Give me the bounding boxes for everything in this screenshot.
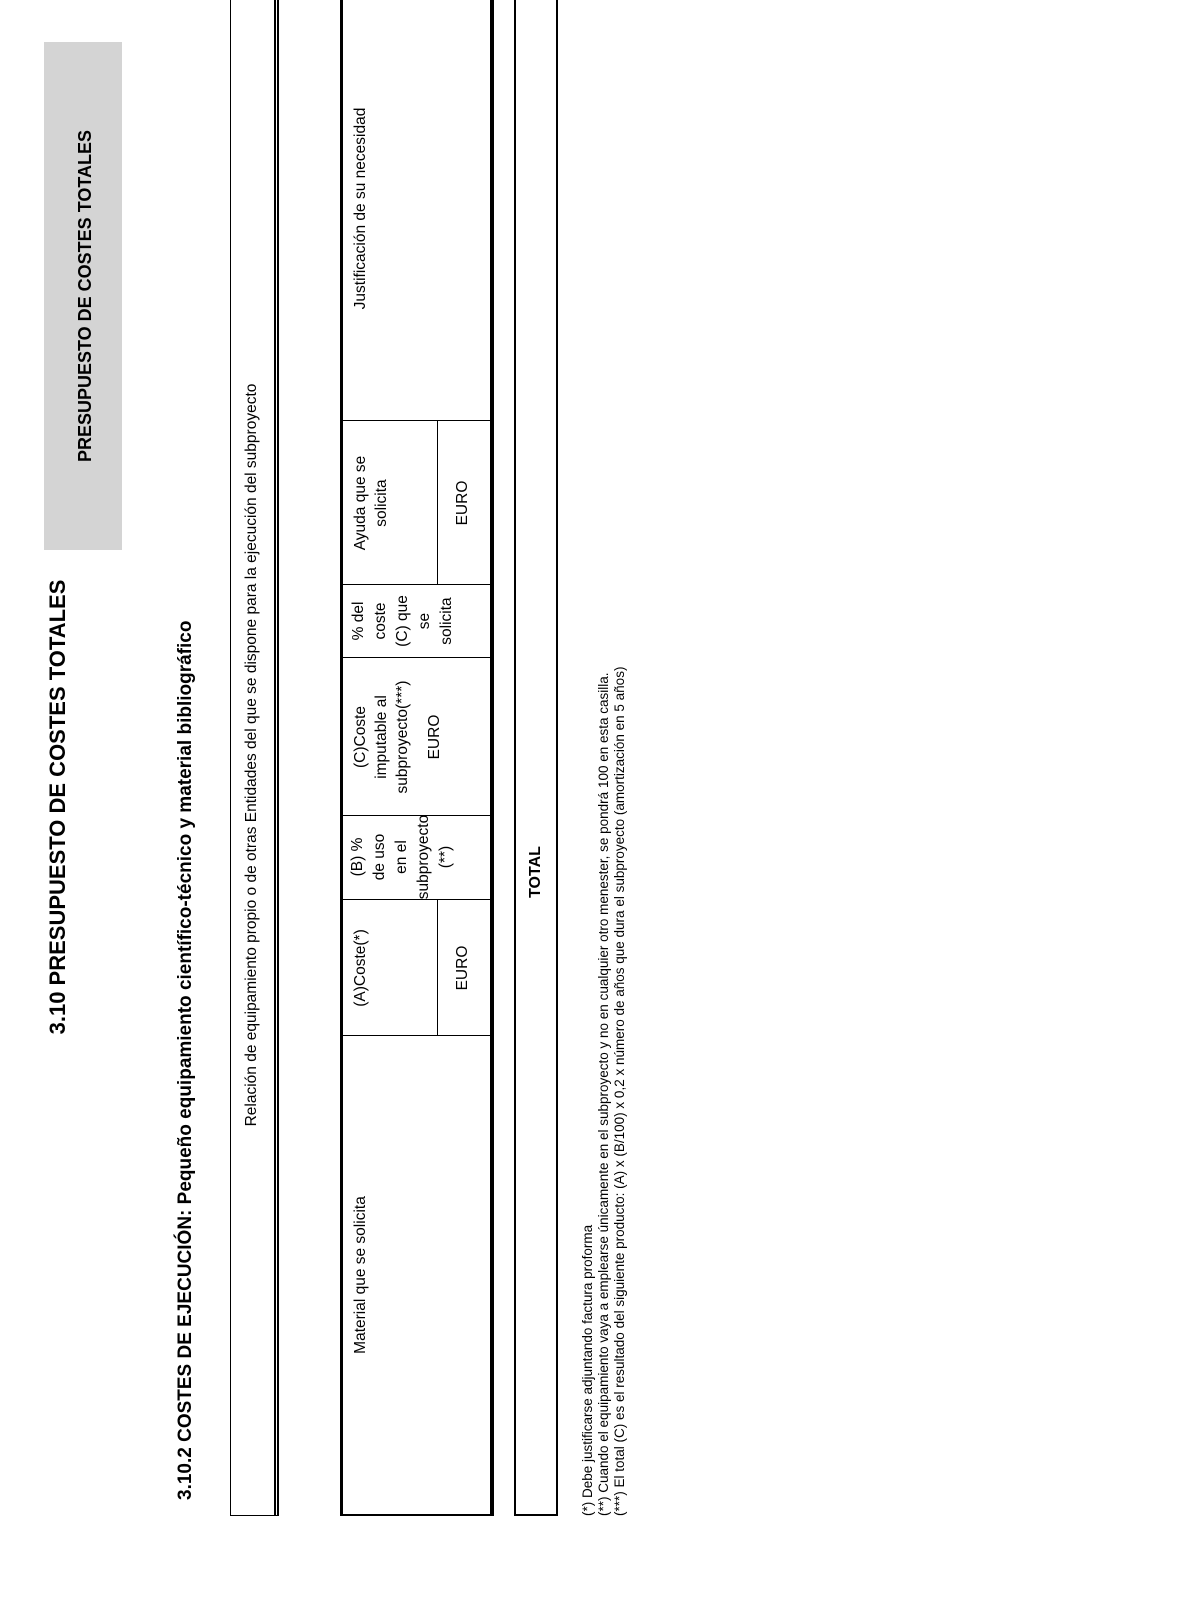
relation-box-rule-inner bbox=[278, 0, 279, 1516]
header-box-title: PRESUPUESTO DE COSTES TOTALES bbox=[75, 129, 95, 463]
header-coste-a: (A)Coste(*) bbox=[352, 929, 369, 1007]
header-coste-c-line: subproyecto(***) bbox=[394, 680, 411, 794]
header-uso-b-line: (**) bbox=[437, 845, 454, 869]
footnote: (*) Debe justificarse adjuntando factura proforma bbox=[580, 1224, 595, 1516]
total-label: TOTAL bbox=[527, 846, 544, 898]
header-pct-line: % del bbox=[350, 601, 367, 641]
header-pct-line: solicita bbox=[438, 597, 455, 645]
total-box bbox=[514, 0, 558, 1516]
header-pct-line: coste bbox=[372, 602, 389, 640]
header-justificacion: Justificación de su necesidad bbox=[352, 107, 369, 310]
table-divider-pct bbox=[341, 657, 491, 658]
relation-text: Relación de equipamiento propio o de otras Entidades del que se dispone para la ejecución del subproyecto bbox=[243, 383, 260, 1127]
header-coste-c-unit: EURO bbox=[426, 714, 443, 760]
header-pct-line: (C) que bbox=[394, 595, 411, 647]
header-uso-b-line: en el bbox=[393, 840, 410, 874]
header-uso-b-line: subproyecto bbox=[415, 814, 432, 900]
header-uso-b-line: (B) % bbox=[349, 837, 366, 877]
table-divider-ayuda bbox=[341, 584, 491, 585]
table-divider-a bbox=[341, 1035, 491, 1036]
footnote: (**) Cuando el equipamiento vaya a emplearse únicamente en el subproyecto y no en cualquier otro menester, se pondrá 100 en esta casilla. bbox=[596, 672, 611, 1516]
footnote: (***) El total (C) es el resultado del siguiente producto: (A) x (B/100) x 0,2 x número de años que dura el subproyecto (amortización en 5 años) bbox=[612, 666, 627, 1516]
header-ayuda-unit: EURO bbox=[454, 480, 471, 526]
header-pct-solicita bbox=[348, 586, 458, 656]
header-material: Material que se solicita bbox=[352, 1196, 369, 1354]
relation-box-rule bbox=[274, 0, 276, 1516]
section-title: 3.10.2 COSTES DE EJECUCIÓN: Pequeño equipamiento científico-técnico y material bibliográfico bbox=[175, 620, 196, 1500]
header-coste-c-line: (C)Coste bbox=[352, 706, 369, 769]
table-divider-just bbox=[341, 420, 491, 421]
header-uso-b-line: de uso bbox=[371, 833, 388, 881]
header-coste-c-line: imputable al bbox=[373, 695, 390, 779]
header-pct-line: se bbox=[416, 612, 433, 630]
header-ayuda bbox=[350, 423, 392, 583]
header-ayuda-line: Ayuda que se bbox=[352, 455, 369, 551]
header-ayuda-line: solicita bbox=[373, 479, 390, 527]
header-coste-c bbox=[350, 660, 413, 814]
table-unit-rule-ayuda bbox=[437, 421, 438, 585]
header-coste-a-unit: EURO bbox=[454, 945, 471, 991]
page-title: 3.10 PRESUPUESTO DE COSTES TOTALES bbox=[45, 579, 70, 1035]
table-bottom-rule bbox=[491, 585, 492, 900]
